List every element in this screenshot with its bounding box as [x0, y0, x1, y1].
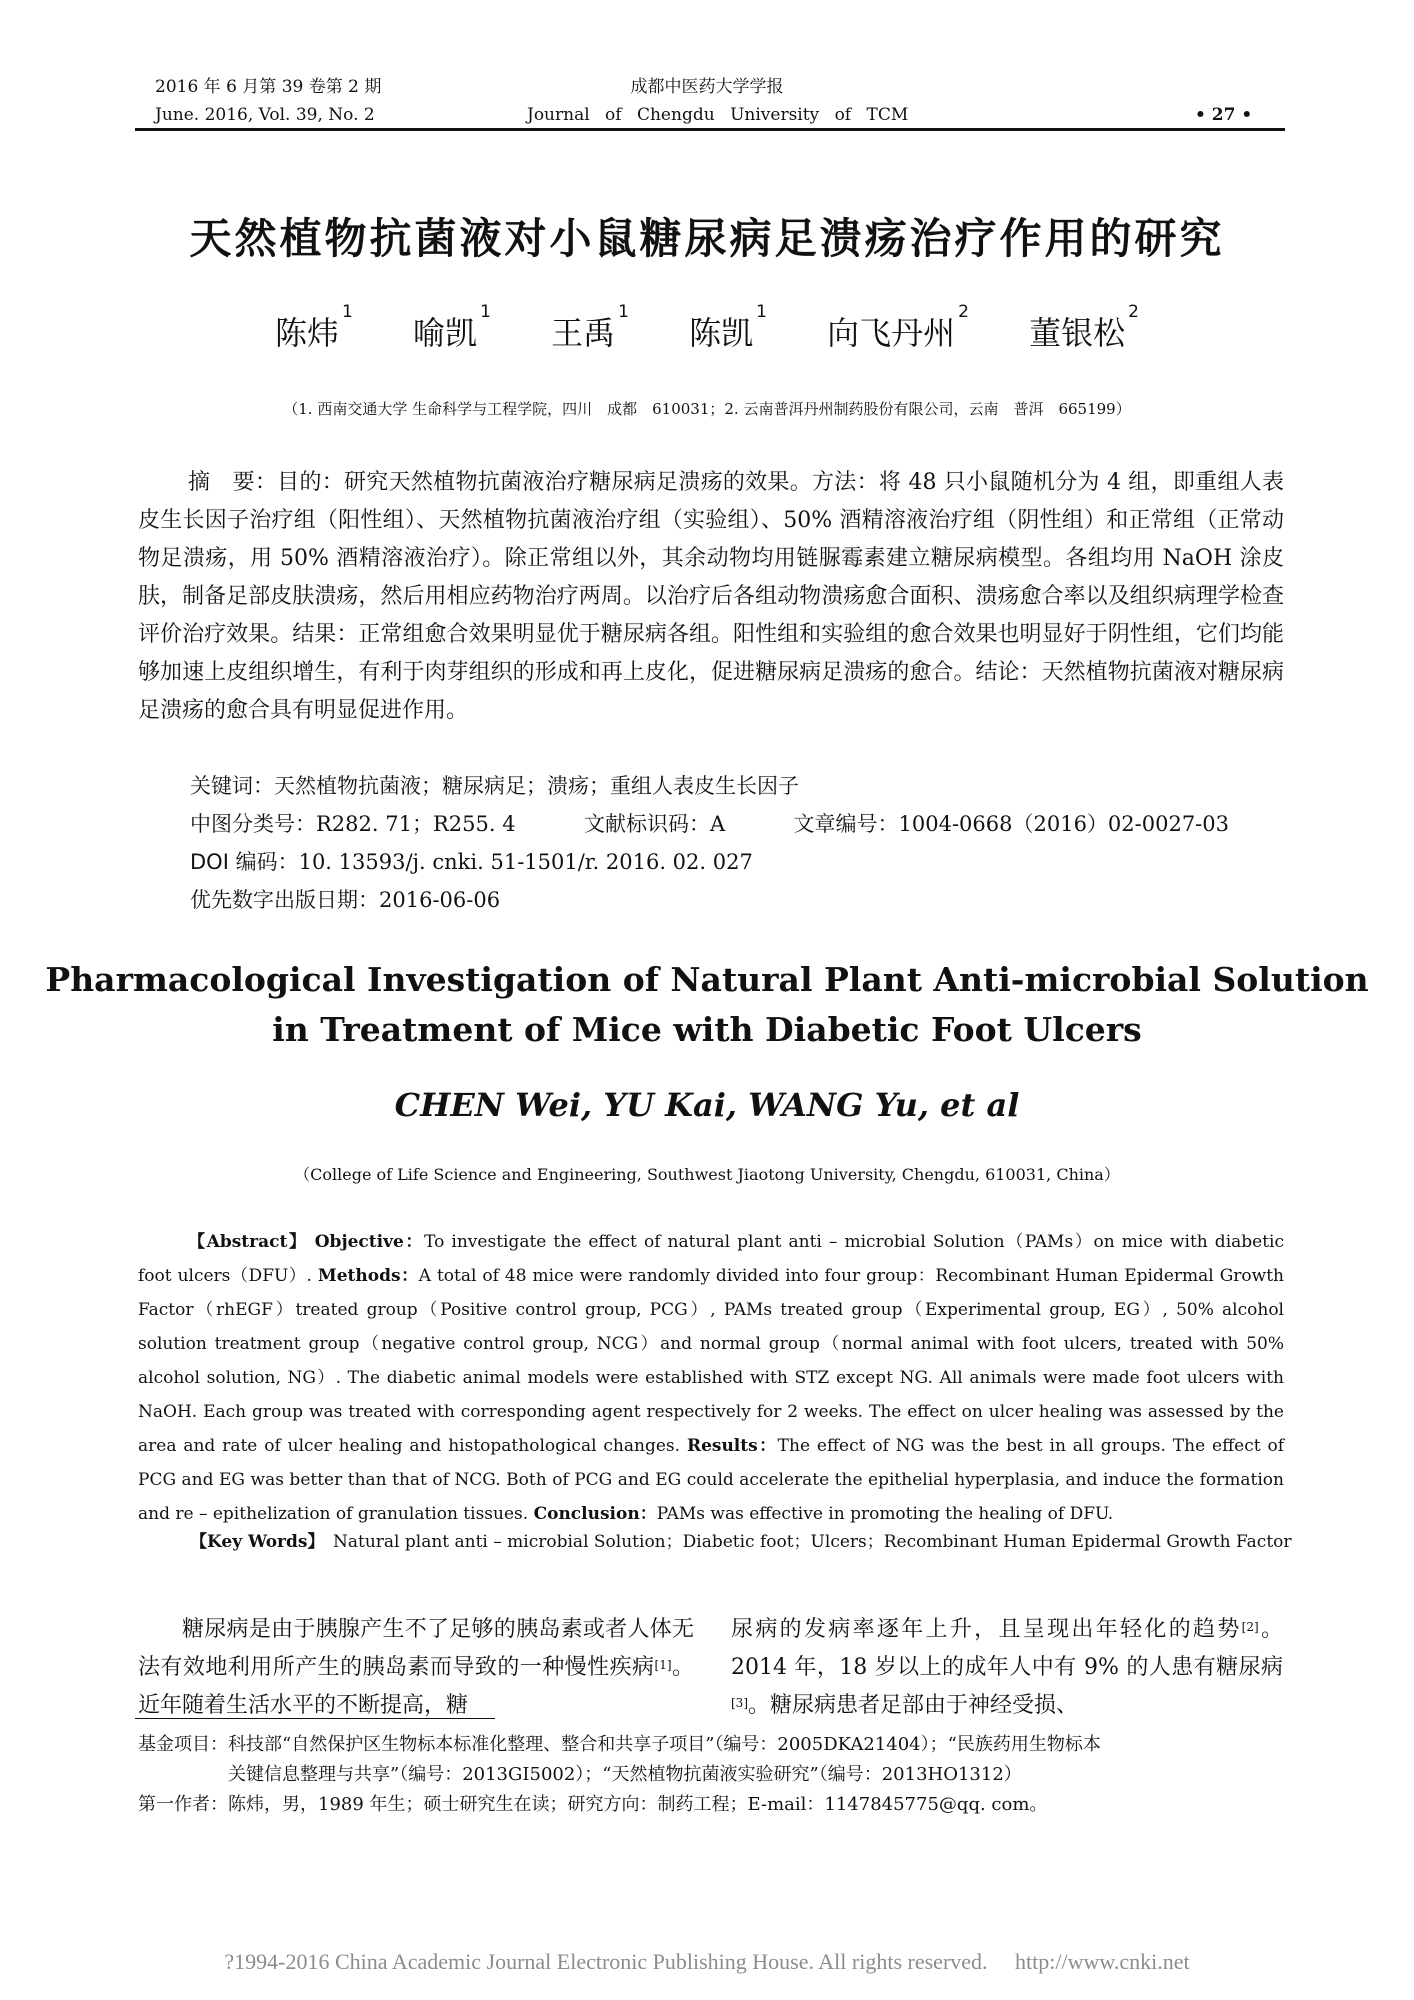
- affiliation-en: （College of Life Science and Engineering, Southwest Jiaotong University, Chengdu, 610031, China）: [294, 1165, 1120, 1184]
- body-column-left: 糖尿病是由于胰腺产生不了足够的胰岛素或者人体无法有效地利用所产生的胰岛素而导致的一种慢性疾病[1]。近年随着生活水平的不断提高，糖: [138, 1617, 694, 1718]
- keywords-en: 【Key Words】 Natural plant anti – microbial Solution；Diabetic foot；Ulcers；Recombinant Human Epidermal Growth Factor: [190, 1532, 1292, 1552]
- abstract-en: 【Abstract】 Objective：To investigate the effect of natural plant anti – microbial Solution（PAMs）on mice with diabetic foot ulcers（DFU）. Methods：A total of 48 mice were randomly divided into four group：Recombinant Human Epidermal Growth Factor（rhEGF）treated group（Positive control group, PCG）, PAMs treated group（Experimental group, EG）, 50% alcohol solution treatment group（negative control group, NCG）and normal group（normal animal with foot ulcers, treated with 50% alcohol solution, NG）. The diabetic animal models were established with STZ except NG. All animals were made foot ulcers with NaOH. Each group was treated with corresponding agent respectively for 2 weeks. The effect on ulcer healing was assessed by the area and rate of ulcer healing and histopathological changes. Results：The effect of NG was the best in all groups. The effect of PCG and EG was better than that of NCG. Both of PCG and EG could accelerate the epithelial hyperplasia, and induce the formation and re – epithelization of granulation tissues. Conclusion：PAMs was effective in promoting the healing of DFU.: [138, 1232, 1284, 1524]
- footnote-rule: [135, 1718, 495, 1719]
- abstract-zh: [138, 464, 1284, 730]
- doi-line: DOI 编码：10. 13593/j. cnki. 51-1501/r. 2016. 02. 027: [190, 850, 753, 874]
- abstract-en-label: 【Abstract】: [188, 1232, 308, 1252]
- first-author-line: 第一作者：陈炜，男，1989 年生；硕士研究生在读；研究方向：制药工程；E-mail：1147845775@qq. com。: [138, 1794, 1048, 1815]
- pubdate-line: 优先数字出版日期：2016-06-06: [190, 888, 501, 912]
- author-zh: 陈凯$^1$: [689, 302, 767, 352]
- author-zh: 陈炜$^1$: [275, 302, 353, 352]
- title-en-line2: in Treatment of Mice with Diabetic Foot Ulcers: [272, 1010, 1142, 1049]
- citation-ref: [2]: [1241, 1620, 1259, 1634]
- title-en-line1: Pharmacological Investigation of Natural Plant Anti-microbial Solution: [45, 960, 1369, 999]
- body-column-right: 尿病的发病率逐年上升，且呈现出年轻化的趋势[2]。2014 年，18 岁以上的成年人中有 9% 的人患有糖尿病[3]。糖尿病患者足部由于神经受损、: [731, 1617, 1283, 1718]
- author-zh: 喻凯$^1$: [413, 302, 491, 352]
- title-en: [0, 955, 1414, 1055]
- authors-en: CHEN Wei, YU Kai, WANG Yu, et al: [394, 1086, 1020, 1124]
- citation-ref: [3]: [731, 1696, 748, 1710]
- journal-en: Journal of Chengdu University of TCM: [527, 105, 909, 125]
- abstract-zh-label: 摘 要：: [188, 470, 278, 495]
- header-rule: [135, 128, 1285, 131]
- author-zh: 董银松$^2$: [1029, 302, 1139, 352]
- citation-ref: [1]: [654, 1658, 672, 1672]
- classification-line: 中图分类号：R282. 71；R255. 4 文献标识码：A 文章编号：1004-0668（2016）02-0027-03: [190, 812, 1230, 836]
- copyright-footer: ?1994-2016 China Academic Journal Electronic Publishing House. All rights reserved. http://www.cnki.net: [224, 1949, 1190, 1974]
- title-zh: 天然植物抗菌液对小鼠糖尿病足溃疡治疗作用的研究: [189, 214, 1225, 263]
- page-number: • 27 •: [1195, 105, 1253, 125]
- fund-line1: 基金项目：科技部“自然保护区生物标本标准化整理、整合和共享子项目”（编号：2005DKA21404）；“民族药用生物标本: [138, 1734, 1101, 1755]
- author-zh: 王禹$^1$: [551, 302, 629, 352]
- journal-zh: 成都中医药大学学报: [630, 77, 784, 97]
- abstract-zh-text: 目的：研究天然植物抗菌液治疗糖尿病足溃疡的效果。方法：将 48 只小鼠随机分为 4 组，即重组人表皮生长因子治疗组（阳性组）、天然植物抗菌液治疗组（实验组）、50% 酒精溶液治疗组（阴性组）和正常组（正常动物足溃疡，用 50% 酒精溶液治疗）。除正常组以外，其余动物均用链脲霉素建立糖尿病模型。各组均用 NaOH 涂皮肤，制备足部皮肤溃疡，然后用相应药物治疗两周。以治疗后各组动物溃疡愈合面积、溃疡愈合率以及组织病理学检查评价治疗效果。结果：正常组愈合效果明显优于糖尿病各组。阳性组和实验组的愈合效果也明显好于阴性组，它们均能够加速上皮组织增生，有利于肉芽组织的形成和再上皮化，促进糖尿病足溃疡的愈合。结论：天然植物抗菌液对糖尿病足溃疡的愈合具有明显促进作用。: [138, 470, 1284, 723]
- affiliation-zh: （1. 西南交通大学 生命科学与工程学院，四川 成都 610031；2. 云南普洱丹州制药股份有限公司，云南 普洱 665199）: [283, 400, 1131, 418]
- authors-zh: [0, 302, 1414, 354]
- fund-line2: 关键信息整理与共享”（编号：2013GI5002）；“天然植物抗菌液实验研究”（编号：2013HO1312）: [228, 1764, 1022, 1785]
- keywords-zh: 关键词：天然植物抗菌液；糖尿病足；溃疡；重组人表皮生长因子: [190, 774, 799, 798]
- issue-zh: 2016 年 6 月第 39 卷第 2 期: [155, 77, 382, 97]
- issue-en: June. 2016, Vol. 39, No. 2: [155, 105, 375, 125]
- author-zh: 向飞丹州$^2$: [827, 302, 969, 352]
